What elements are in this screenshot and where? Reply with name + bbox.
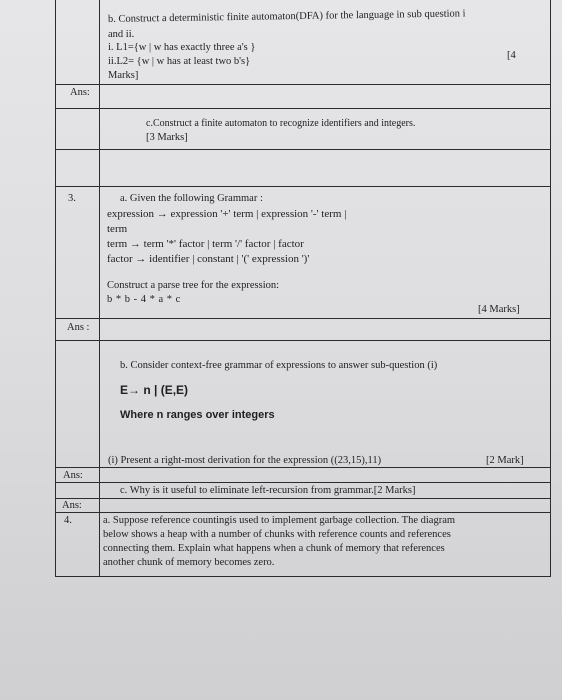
q3a-grammar-1: expression → expression '+' term | expression '-' term | <box>107 208 347 220</box>
q2b-line-5: Marks] <box>108 70 139 81</box>
answer-label: Ans: <box>63 470 83 481</box>
q3-number: 3. <box>68 193 76 204</box>
q4-line-2: below shows a heap with a number of chunks with reference counts and references <box>103 529 451 540</box>
q2b-line-2: and ii. <box>108 29 135 40</box>
q3a-marks: [4 Marks] <box>478 304 520 315</box>
row-line <box>56 186 550 187</box>
q3b-grammar: E→ n | (E,E) <box>120 383 189 397</box>
row-line <box>56 108 550 109</box>
q4-line-4: another chunk of memory becomes zero. <box>103 557 275 568</box>
q4-line-3: connecting them. Explain what happens when a chunk of memory that references <box>103 543 445 554</box>
q2b-line-3: i. L1={w | w has exactly three a's } <box>108 42 256 53</box>
row-line <box>56 498 550 499</box>
q2c-line-1: c.Construct a finite automaton to recognize identifiers and integers. <box>146 118 416 129</box>
q2b-line-4: ii.L2= {w | w has at least two b's} <box>108 56 251 67</box>
q3b-where-text: Where n ranges over integers <box>120 409 275 421</box>
q3a-parse-heading: Construct a parse tree for the expression: <box>107 280 280 291</box>
q2c-line-2: [3 Marks] <box>146 132 188 143</box>
column-divider <box>99 0 100 576</box>
q3c-text: c. Why is it useful to eliminate left-recursion from grammar.[2 Marks] <box>120 485 416 496</box>
q3a-grammar-4: factor → identifier | constant | '(' expression ')' <box>107 253 310 265</box>
answer-label: Ans: <box>62 500 82 511</box>
q3b-heading: b. Consider context-free grammar of expressions to answer sub-question (i) <box>120 360 438 371</box>
q3b-marks: [2 Mark] <box>486 455 524 466</box>
row-line <box>56 340 550 341</box>
q2b-line-1: b. Construct a deterministic finite automaton(DFA) for the language in sub question i <box>107 8 466 25</box>
q3a-parse-expression: b * b - 4 * a * c <box>107 294 181 305</box>
q4-number: 4. <box>64 515 72 526</box>
answer-label: Ans: <box>70 87 90 98</box>
q3b-sub-i: (i) Present a right-most derivation for the expression ((23,15),11) <box>108 455 382 466</box>
q3a-heading: a. Given the following Grammar : <box>120 193 263 204</box>
q3a-grammar-2: term <box>107 223 128 235</box>
q4-line-1: a. Suppose reference countingis used to implement garbage collection. The diagram <box>103 515 456 526</box>
answer-label: Ans : <box>67 322 90 333</box>
row-line <box>56 467 550 468</box>
row-line <box>56 482 550 483</box>
row-line <box>56 84 550 85</box>
q2b-marks: [4 <box>507 50 516 61</box>
q3a-grammar-3: term → term '*' factor | term '/' factor | factor <box>107 238 304 250</box>
row-line <box>56 318 550 319</box>
row-line <box>56 149 550 150</box>
row-line <box>56 512 550 513</box>
